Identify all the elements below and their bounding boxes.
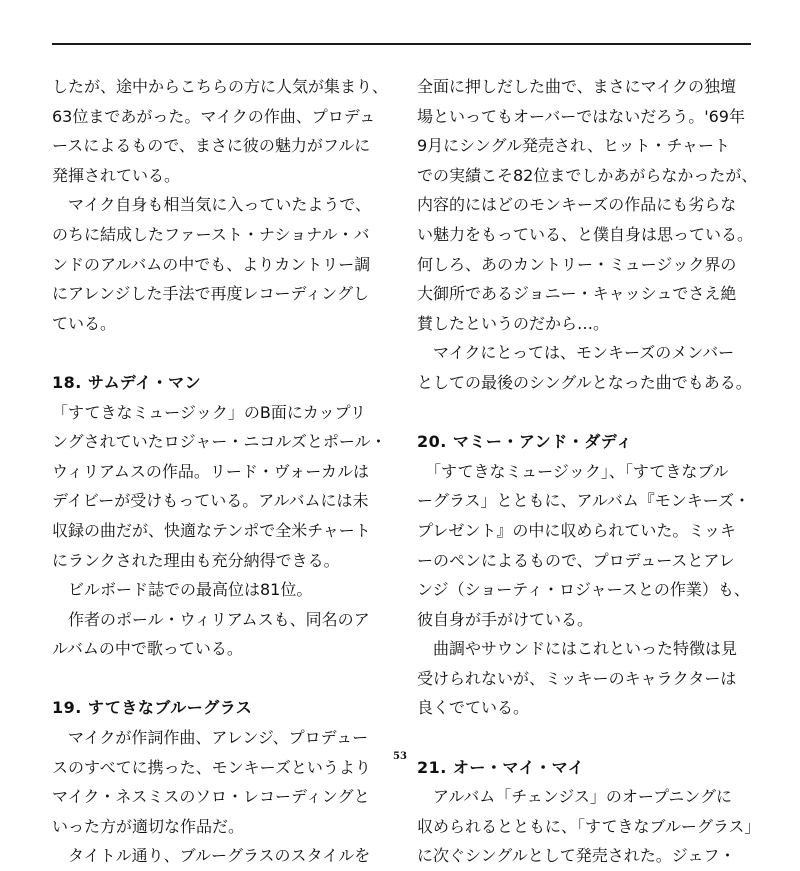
- text-line: マイクが作詞作曲、アレンジ、プロデュー: [52, 728, 369, 748]
- text-line: 「すてきなミュージック」、「すてきなブル: [417, 461, 729, 481]
- section-heading: 20. マミー・アンド・ダディ: [417, 432, 633, 452]
- text-line: いった方が適切な作品だ。: [52, 816, 245, 836]
- text-line: ースによるもので、まさに彼の魅力がフルに: [52, 136, 371, 156]
- text-line: 収録の曲だが、快適なテンポで全米チャート: [52, 520, 371, 540]
- text-line: 発揮されている。: [52, 165, 181, 185]
- text-line: 場といってもオーバーではないだろう。'69年: [417, 106, 745, 126]
- text-line: 彼自身が手がけている。: [417, 609, 594, 629]
- text-line: マイク自身も相当気に入っていたようで、: [52, 195, 372, 215]
- spacer: [417, 398, 757, 428]
- spacer: [52, 664, 392, 694]
- text-line: ンジ（ショーティ・ロジャースとの作業）も、: [417, 580, 750, 600]
- page-number: 53: [393, 751, 407, 762]
- text-line: としての最後のシングルとなった曲でもある。: [417, 372, 752, 392]
- text-line: にランクされた理由も充分納得できる。: [52, 550, 340, 570]
- text-line: ルバムの中で歌っている。: [52, 639, 243, 659]
- text-line: ングされていたロジャー・ニコルズとポール・: [52, 432, 387, 452]
- text-line: 収められるとともに、「すてきなブルーグラス」: [417, 816, 761, 836]
- text-line: い魅力をもっている、と僕自身は思っている。: [417, 224, 754, 244]
- top-rule: [52, 43, 751, 45]
- text-line: ビルボード誌での最高位は81位。: [52, 580, 313, 600]
- text-line: 大御所であるジョニー・キャッシュでさえ絶: [417, 284, 737, 304]
- text-line: スのすべてに携った、モンキーズというより: [52, 757, 371, 777]
- section-heading: 18. サムデイ・マン: [52, 372, 202, 392]
- text-line: 何しろ、あのカントリー・ミュージック界の: [417, 254, 737, 274]
- text-line: プレゼント』の中に収められていた。ミッキ: [417, 520, 737, 540]
- text-line: での実績こそ82位までしかあがらなかったが、: [417, 165, 758, 185]
- spacer: [417, 723, 757, 753]
- text-line: 作者のポール・ウィリアムスも、同名のア: [52, 609, 370, 629]
- text-line: ーのペンによるもので、プロデュースとアレ: [417, 550, 735, 570]
- text-line: 「すてきなミュージック」のB面にカップリ: [52, 402, 367, 422]
- text-line: ンドのアルバムの中でも、よりカントリー調: [52, 254, 371, 274]
- text-line: 9月にシングル発売され、ヒット・チャート: [417, 136, 730, 156]
- spacer: [52, 338, 392, 368]
- text-line: 良くでている。: [417, 698, 530, 718]
- section-heading: 21. オー・マイ・マイ: [417, 757, 585, 777]
- text-line: ている。: [52, 313, 117, 333]
- text-line: に次ぐシングルとして発売された。ジェフ・: [417, 846, 736, 866]
- text-line: アルバム「チェンジス」のオープニングに: [417, 787, 732, 807]
- text-line: 曲調やサウンドにはこれといった特徴は見: [417, 639, 738, 659]
- text-line: 受けられないが、ミッキーのキャラクターは: [417, 668, 737, 688]
- text-line: タイトル通り、ブルーグラスのスタイルを: [52, 846, 371, 866]
- section-heading: 19. すてきなブルーグラス: [52, 698, 253, 718]
- text-line: したが、途中からこちらの方に人気が集まり、: [52, 77, 389, 96]
- text-line: マイク・ネスミスのソロ・レコーディングと: [52, 787, 370, 807]
- text-line: のちに結成したファースト・ナショナル・バ: [52, 224, 370, 244]
- text-line: ーグラス」とともに、アルバム『モンキーズ・: [417, 491, 750, 511]
- text-line: ウィリアムスの作品。リード・ヴォーカルは: [52, 461, 369, 481]
- text-line: にアレンジした手法で再度レコーディングし: [52, 284, 369, 304]
- text-line: 全面に押しだした曲で、まさにマイクの独壇: [417, 77, 737, 96]
- text-line: 63位まであがった。マイクの作曲、プロデュ: [52, 106, 376, 126]
- text-line: デイビーが受けもっている。アルバムには未: [52, 491, 369, 511]
- text-line: 賛したというのだから…。: [417, 313, 610, 333]
- text-line: マイクにとっては、モンキーズのメンバー: [417, 343, 735, 363]
- text-line: 内容的にはどのモンキーズの作品にも劣らな: [417, 195, 737, 215]
